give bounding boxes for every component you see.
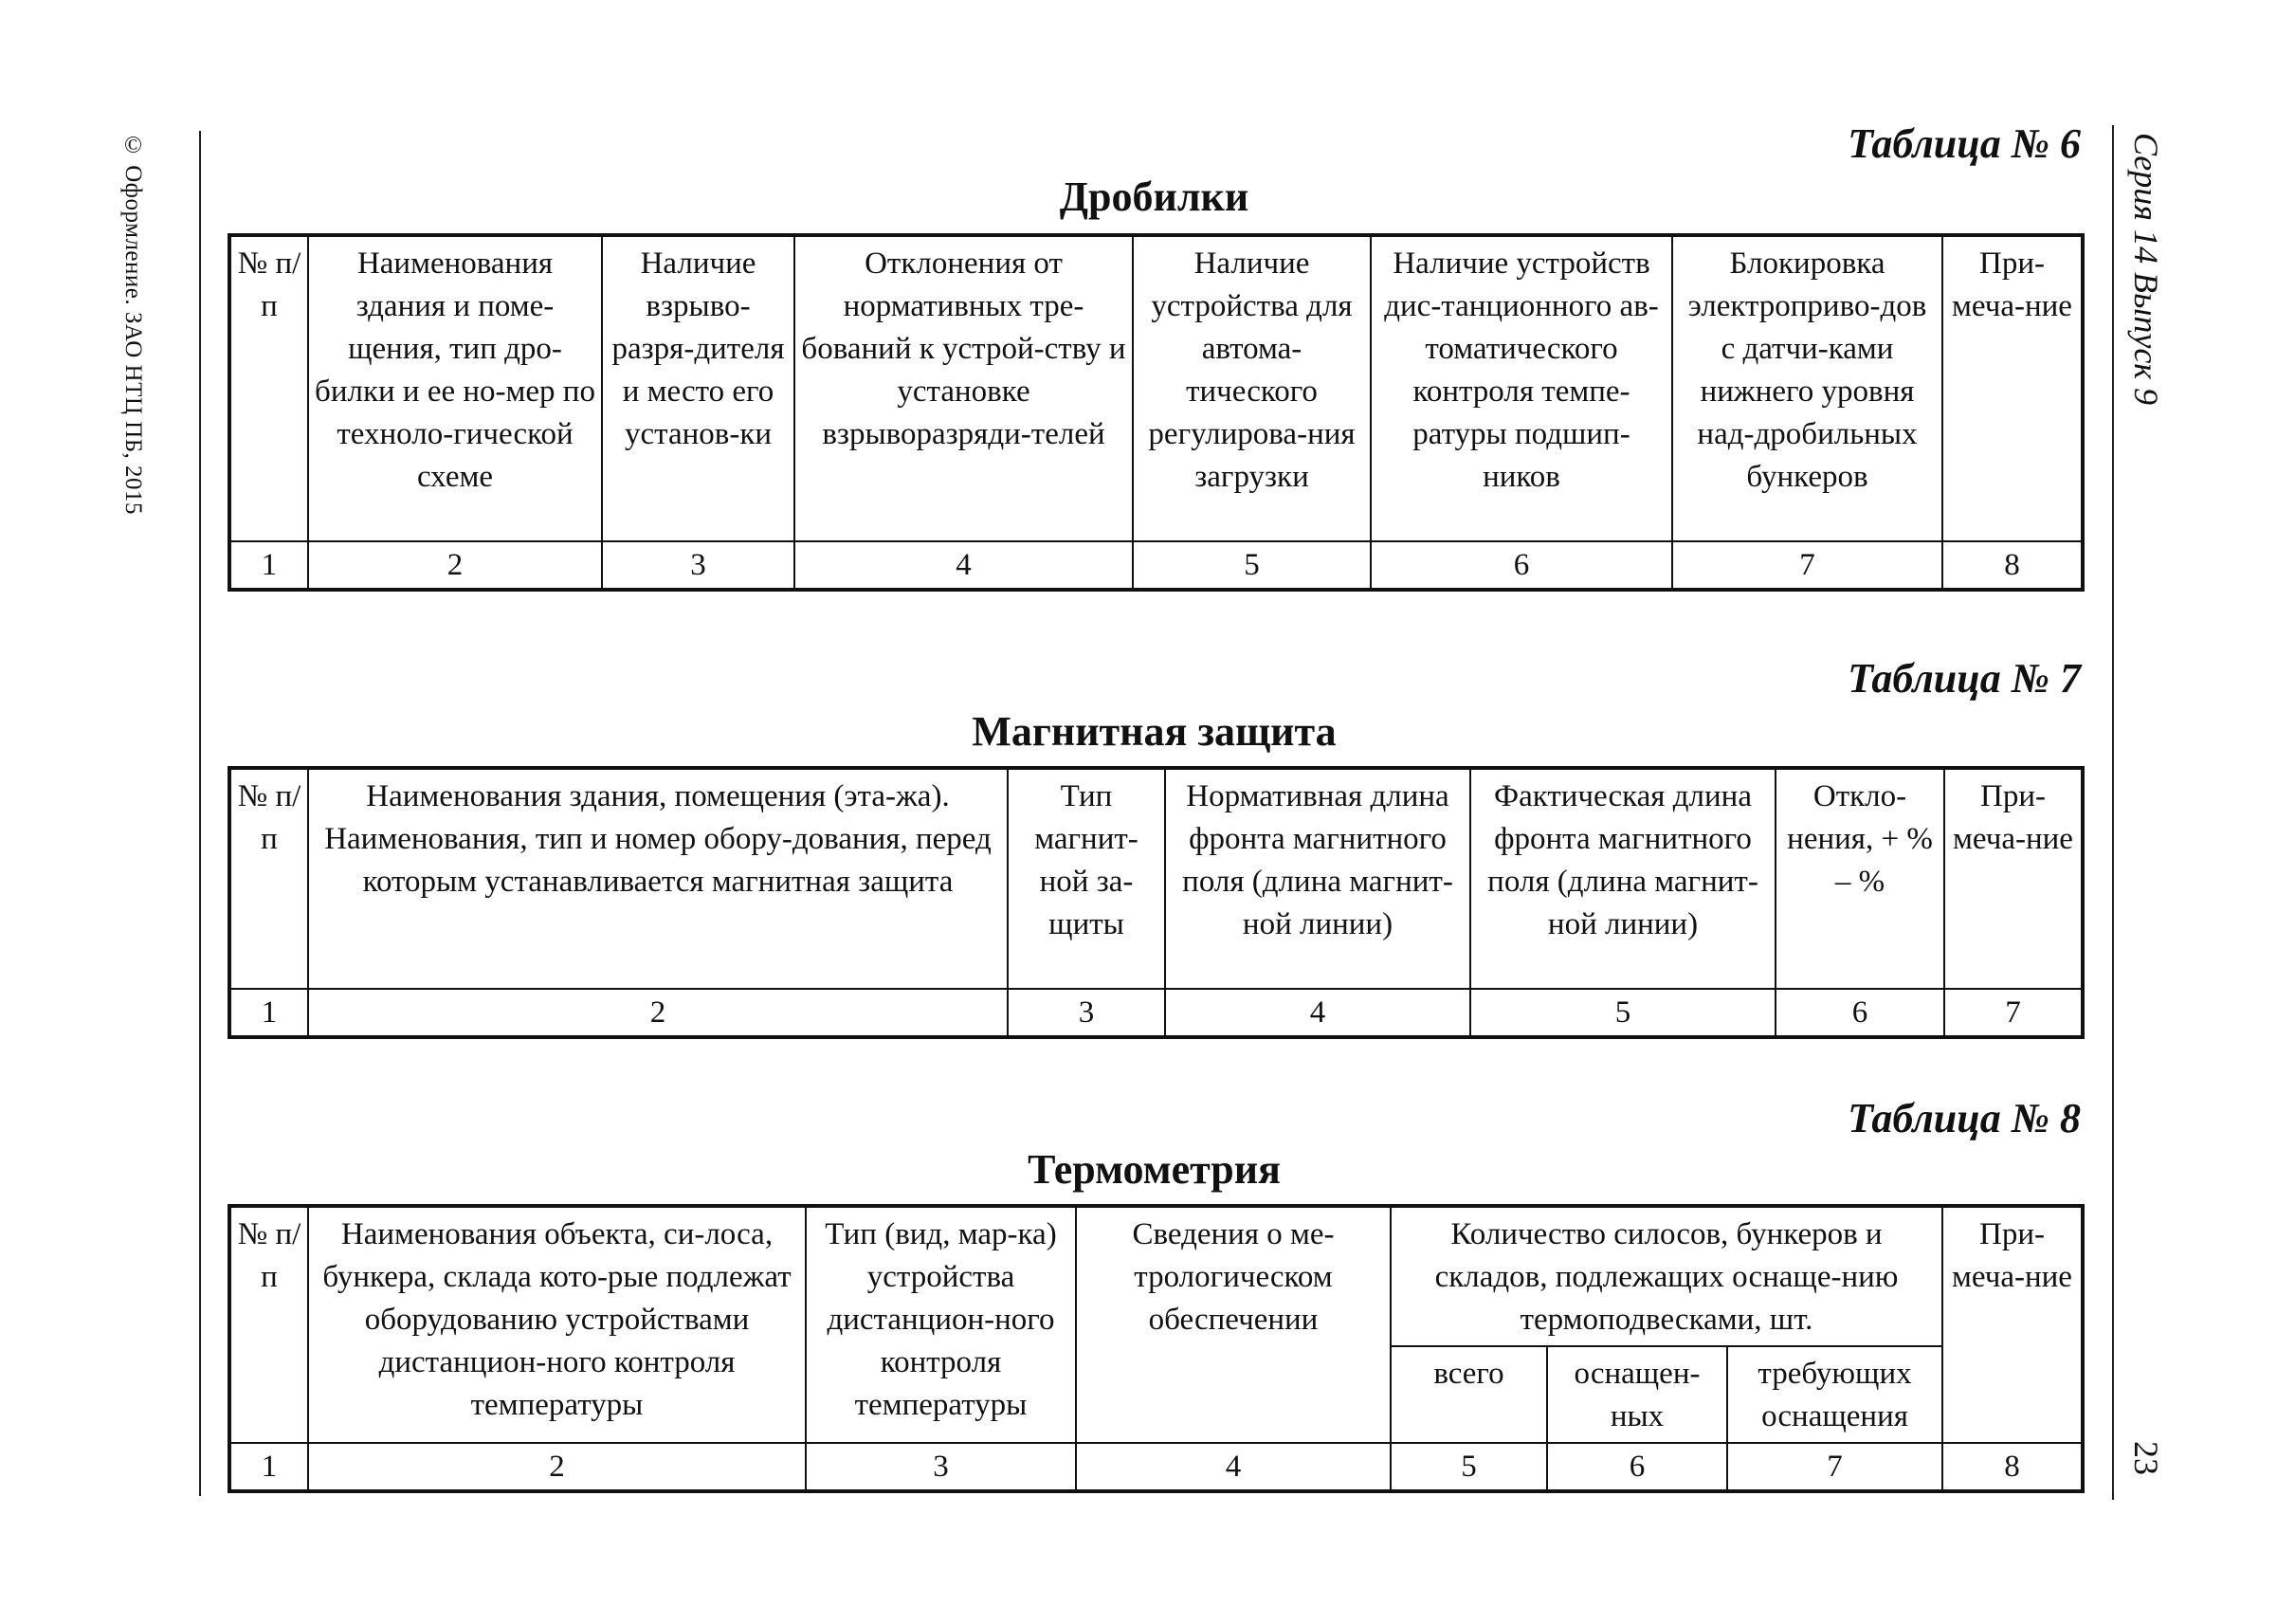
column-number: 2 bbox=[308, 541, 602, 590]
column-number: 1 bbox=[229, 989, 308, 1037]
table7-header-cell: Откло-нения, + % – % bbox=[1776, 768, 1944, 989]
column-number: 4 bbox=[1165, 989, 1470, 1037]
table8-header-cell: Тип (вид, мар-ка) устройства дистанцион-ного контроля температуры bbox=[806, 1206, 1076, 1443]
table6-header-cell: Наличие взрыво-разря-дителя и место его установ-ки bbox=[602, 235, 794, 541]
column-number: 6 bbox=[1371, 541, 1672, 590]
column-number: 5 bbox=[1470, 989, 1776, 1037]
table8-number-row bbox=[229, 1443, 2083, 1491]
column-number: 3 bbox=[1008, 989, 1165, 1037]
table7-header-cell: Тип магнит-ной за-щиты bbox=[1008, 768, 1165, 989]
column-number: 4 bbox=[1076, 1443, 1391, 1491]
table8 bbox=[228, 1204, 2085, 1493]
table7-header-cell: № п/п bbox=[229, 768, 308, 989]
column-number: 7 bbox=[1672, 541, 1942, 590]
column-number: 3 bbox=[806, 1443, 1076, 1491]
table8-subheader-cell: всего bbox=[1391, 1346, 1547, 1443]
table7-header-cell: Наименования здания, помещения (эта-жа). Наименования, тип и номер обору-дования, перед которым устанавливается магнитная защита bbox=[308, 768, 1008, 989]
column-number: 7 bbox=[1944, 989, 2083, 1037]
table8-subheader-cell: оснащен-ных bbox=[1547, 1346, 1727, 1443]
column-number: 2 bbox=[308, 989, 1008, 1037]
series-label bbox=[2120, 133, 2173, 405]
column-number: 1 bbox=[229, 541, 308, 590]
table8-header-cell: № п/п bbox=[229, 1206, 308, 1443]
table7-header-cell: Фактическая длина фронта магнитного поля (длина магнит-ной линии) bbox=[1470, 768, 1776, 989]
column-number: 2 bbox=[308, 1443, 806, 1491]
table8-subheader-cell: требующих оснащения bbox=[1727, 1346, 1942, 1443]
table6-header-cell: При-меча-ние bbox=[1942, 235, 2083, 541]
column-number: 5 bbox=[1133, 541, 1371, 590]
column-number: 4 bbox=[794, 541, 1133, 590]
column-number: 8 bbox=[1942, 1443, 2083, 1491]
table7-header-cell: При-меча-ние bbox=[1944, 768, 2083, 989]
table8-header-row bbox=[229, 1206, 2083, 1346]
table6-header-cell: № п/п bbox=[229, 235, 308, 541]
column-number: 6 bbox=[1547, 1443, 1727, 1491]
page-number-text: 23 bbox=[2127, 1441, 2165, 1475]
table8-title: Термометрия bbox=[1028, 1146, 1281, 1193]
right-margin-rule bbox=[2112, 125, 2114, 1500]
table6-number-row bbox=[229, 541, 2083, 590]
table8-header-cell: Сведения о ме-трологическом обеспечении bbox=[1076, 1206, 1391, 1443]
column-number: 3 bbox=[602, 541, 794, 590]
table6-header-cell: Блокировка электроприво-дов с датчи-ками нижнего уровня над-дробильных бункеров bbox=[1672, 235, 1942, 541]
table6-header-cell: Наличие устройства для автома-тического регулирова-ния загрузки bbox=[1133, 235, 1371, 541]
table6-header-cell: Отклонения от нормативных тре-бований к устрой-ству и установке взрыворазряди-телей bbox=[794, 235, 1133, 541]
table8-header-cell: Количество силосов, бункеров и складов, подлежащих оснаще-нию термоподвесками, шт. bbox=[1391, 1206, 1942, 1346]
column-number: 6 bbox=[1776, 989, 1944, 1037]
table7-header-row bbox=[229, 768, 2083, 989]
column-number: 8 bbox=[1942, 541, 2083, 590]
series-text: Серия 14 Выпуск 9 bbox=[2127, 133, 2165, 406]
column-number: 7 bbox=[1727, 1443, 1942, 1491]
table7-title: Магнитная защита bbox=[972, 708, 1337, 755]
table6-title: Дробилки bbox=[1059, 173, 1249, 220]
table6-label: Таблица № 6 bbox=[1848, 120, 2081, 167]
table7-header-cell: Нормативная длина фронта магнитного поля (длина магнит-ной линии) bbox=[1165, 768, 1470, 989]
table6 bbox=[228, 233, 2085, 592]
table7-number-row bbox=[229, 989, 2083, 1037]
table7-label: Таблица № 7 bbox=[1848, 655, 2081, 702]
table8-label: Таблица № 8 bbox=[1848, 1095, 2081, 1141]
copyright-text: © Оформление. ЗАО НТЦ ПБ, 2015 bbox=[120, 133, 146, 516]
page-number bbox=[2120, 1441, 2173, 1475]
column-number: 1 bbox=[229, 1443, 308, 1491]
copyright-notice bbox=[106, 133, 159, 702]
column-number: 5 bbox=[1391, 1443, 1547, 1491]
table8-header-cell: При-меча-ние bbox=[1942, 1206, 2083, 1443]
table6-header-cell: Наличие устройств дис-танционного ав-томатического контроля темпе-ратуры подшип-ников bbox=[1371, 235, 1672, 541]
table7 bbox=[228, 766, 2085, 1039]
table8-header-cell: Наименования объекта, си-лоса, бункера, склада кото-рые подлежат оборудованию устройствами дистанцион-ного контроля температуры bbox=[308, 1206, 806, 1443]
left-margin-rule bbox=[199, 131, 201, 1496]
table6-header-cell: Наименования здания и поме-щения, тип дро-билки и ее но-мер по техноло-гической схеме bbox=[308, 235, 602, 541]
table6-header-row bbox=[229, 235, 2083, 541]
